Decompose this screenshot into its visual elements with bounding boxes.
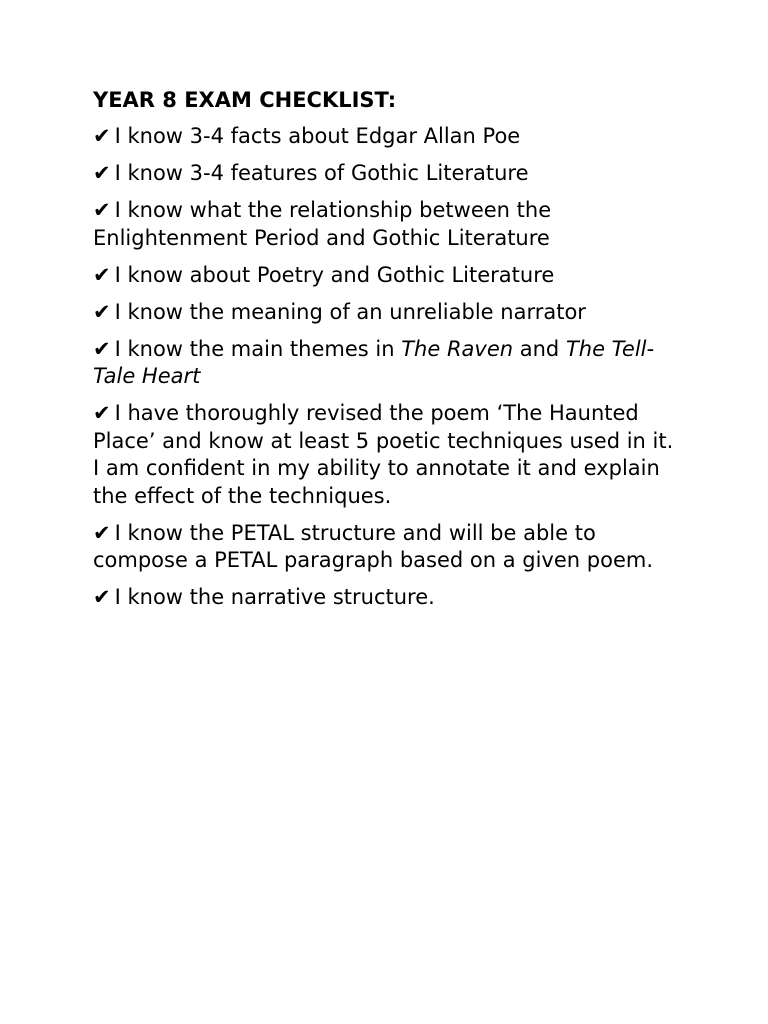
checklist-item-poe-facts xyxy=(93,123,683,151)
checklist-item-text: I know about Poetry and Gothic Literature xyxy=(114,262,555,287)
checklist-item-text: I know the PETAL structure and will be able to compose a PETAL paragraph based on a given poem. xyxy=(93,520,653,572)
check-icon: ✔ xyxy=(93,585,111,609)
checklist-item-gothic-features xyxy=(93,160,683,188)
checklist-item-unreliable-narrator xyxy=(93,299,683,327)
checklist-item-enlightenment xyxy=(93,197,683,252)
check-icon: ✔ xyxy=(93,124,111,148)
checklist-item-text: I know what the relationship between the Enlightenment Period and Gothic Literature xyxy=(93,198,552,250)
checklist-item-text: I know the narrative structure. xyxy=(114,585,435,609)
page-title: YEAR 8 EXAM CHECKLIST: xyxy=(93,88,397,112)
work-title-tell-tale-heart: The Tell-Tale Heart xyxy=(93,336,655,388)
check-icon: ✔ xyxy=(93,336,111,361)
checklist-item-petal xyxy=(93,520,683,575)
check-icon: ✔ xyxy=(93,198,111,222)
work-title-the-raven: The Raven xyxy=(401,336,514,361)
check-icon: ✔ xyxy=(93,161,111,185)
checklist-item-poetry xyxy=(93,262,683,290)
checklist-item-text: I know the main themes in xyxy=(114,336,402,361)
checklist-item-text: I know the meaning of an unreliable narrator xyxy=(114,299,586,324)
checklist-item-narrative-structure xyxy=(93,584,683,612)
check-icon: ✔ xyxy=(93,401,111,425)
checklist-item-text: I know 3-4 features of Gothic Literature xyxy=(114,161,529,185)
checklist-item-text: I have thoroughly revised the poem ‘The Haunted Place’ and know at least 5 poetic techniques used in it. I am confident in my ability to annotate it and explain the effect of the techniques. xyxy=(93,401,674,508)
check-icon: ✔ xyxy=(93,262,111,287)
checklist-item-text: I know 3-4 facts about Edgar Allan Poe xyxy=(114,124,521,148)
check-icon: ✔ xyxy=(93,299,111,324)
checklist-item-text-joiner: and xyxy=(513,336,566,361)
check-icon: ✔ xyxy=(93,520,111,545)
checklist-item-haunted-place xyxy=(93,400,683,510)
checklist-item-themes xyxy=(93,336,683,391)
checklist-document xyxy=(93,86,683,621)
